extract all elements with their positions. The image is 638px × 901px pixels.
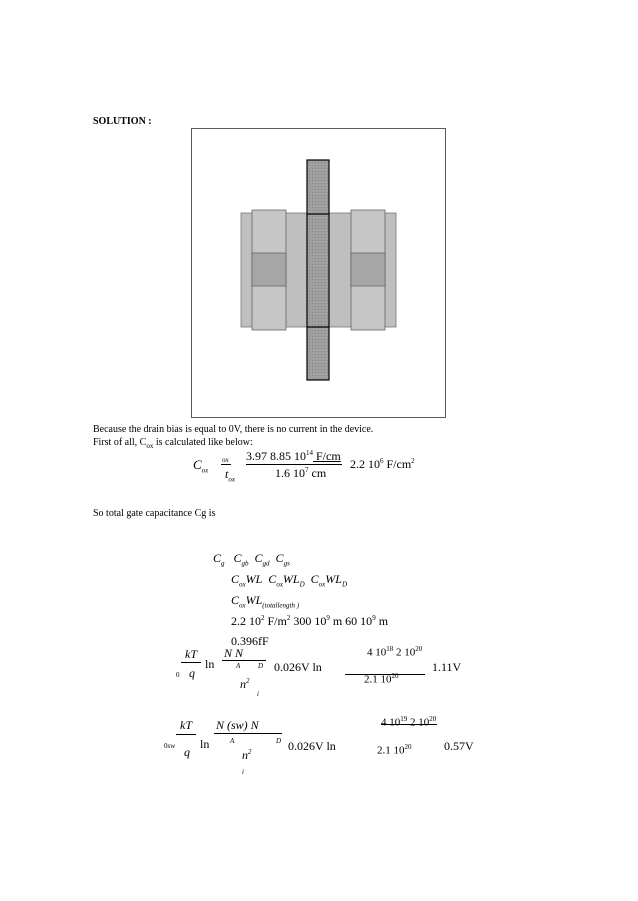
gate-cap-line-5: 0.396fF xyxy=(231,634,269,648)
source-contact xyxy=(252,253,286,286)
solution-heading: SOLUTION : xyxy=(93,116,152,127)
phi0-result: 1.11V xyxy=(432,660,462,674)
cox-fraction-line xyxy=(246,464,342,465)
phi0sw-value: 0.026V ln xyxy=(288,739,336,753)
phi0sw-i: i xyxy=(242,768,244,776)
cox-denominator: 1.6 $10^7$ cm xyxy=(275,466,327,480)
phi0sw-kT-line xyxy=(176,734,196,735)
phi0-den: 2.1 $10^{20}$ xyxy=(364,672,399,686)
layout-diagram xyxy=(191,128,446,418)
gate-cap-line-1: $C_g$ $C_{gb}$ $C_{gd}$ $C_{gs}$ xyxy=(213,551,290,568)
gate-cap-line-4: 2.2 $10^2$ $F/m^2$ 300 $10^9$ m 60 $10^9$ m xyxy=(231,614,389,628)
phi0sw-num-overline xyxy=(381,724,437,725)
phi0sw-A: A xyxy=(230,737,235,745)
phi0sw-D: D xyxy=(276,737,282,745)
gate-cap-intro: So total gate capacitance Cg is xyxy=(93,508,216,519)
phi0-prefix: 0 xyxy=(176,671,180,679)
phi0-q: q xyxy=(189,666,195,680)
cox-numerator: 3.97 8.85 $10^{14}$ F/cm xyxy=(246,449,341,463)
phi0-A: A xyxy=(236,662,241,670)
phi0-ln: ln xyxy=(205,657,215,671)
phi0sw-numerator: N (sw) N xyxy=(216,718,259,732)
phi0sw-den: 2.1 $10^{20}$ xyxy=(377,743,412,757)
phi0sw-num: 4 $10^{19}$ 2 $10^{20}$ xyxy=(381,715,437,729)
cox-lhs: $C_{ox}$ xyxy=(193,457,209,475)
phi0-i: i xyxy=(257,690,259,698)
transistor-layout-figure xyxy=(191,128,446,418)
cox-result: 2.2 $10^6$ $F/cm^2$ xyxy=(350,457,415,471)
gate-cap-line-2: $C_{ox}WL$ $C_{ox}WL_D$ $C_{ox}WL_D$ xyxy=(231,572,348,589)
phi0-n: $n^2$ xyxy=(240,677,250,691)
phi0sw-ln: ln xyxy=(200,737,210,751)
small-frac-line xyxy=(221,464,231,465)
poly-gate xyxy=(307,160,329,380)
phi0-frac-line xyxy=(222,660,266,661)
cox-eq-symbol: ox xyxy=(222,456,229,464)
phi0sw-kT: kT xyxy=(180,718,192,732)
phi0sw-n: $n^2$ xyxy=(242,748,252,762)
paragraph-line-1: Because the drain bias is equal to 0V, there is no current in the device. xyxy=(93,424,374,435)
phi0-numerator: N N xyxy=(224,646,244,660)
phi0sw-result: 0.57V xyxy=(444,739,474,753)
gate-cap-line-3: $C_{ox}WL_{(totallength )}$ xyxy=(231,593,300,610)
phi0sw-q: q xyxy=(184,745,190,759)
phi0-D: D xyxy=(258,662,264,670)
phi0sw-frac-line xyxy=(214,733,282,734)
cox-den-t: $t_{ox}$ xyxy=(225,467,235,484)
phi0-kT-line xyxy=(181,662,201,663)
phi0-num: 4 $10^{18}$ 2 $10^{20}$ xyxy=(367,645,423,659)
phi0-value: 0.026V ln xyxy=(274,660,322,674)
drain-contact xyxy=(351,253,385,286)
phi0sw-prefix: 0sw xyxy=(164,742,176,750)
paragraph-line-2: First of all, $C_{ox}$ is calculated like below: xyxy=(93,437,253,450)
phi0-kT: kT xyxy=(185,647,197,661)
